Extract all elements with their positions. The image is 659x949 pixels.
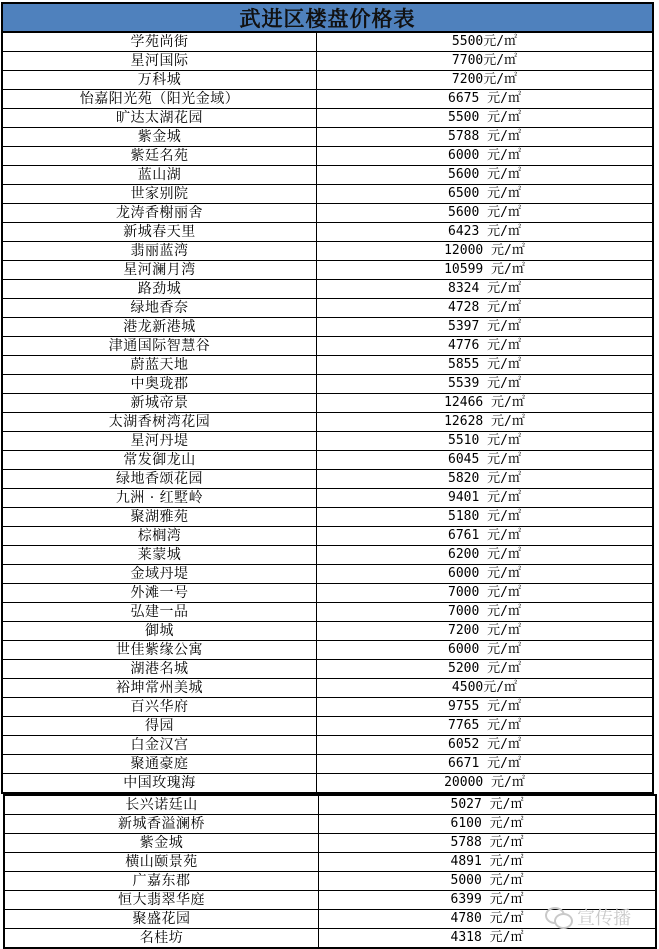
- property-price: 6500 元/㎡: [317, 185, 654, 204]
- property-price: 7765 元/㎡: [317, 717, 654, 736]
- property-price: 5788 元/㎡: [317, 128, 654, 147]
- property-name: 中奥珑郡: [2, 375, 317, 394]
- table-row: [2, 185, 653, 204]
- table-row: [2, 755, 653, 774]
- table-row: [2, 356, 653, 375]
- property-price: 10599 元/㎡: [317, 261, 654, 280]
- property-name: 横山颐景苑: [4, 853, 319, 872]
- property-price: 5820 元/㎡: [317, 470, 654, 489]
- table-row: [2, 318, 653, 337]
- table-row: [2, 128, 653, 147]
- property-price: 5180 元/㎡: [317, 508, 654, 527]
- property-name: 九洲 · 红墅岭: [2, 489, 317, 508]
- property-name: 御城: [2, 622, 317, 641]
- property-price: 6052 元/㎡: [317, 736, 654, 755]
- property-price: 6000 元/㎡: [317, 565, 654, 584]
- property-name: 白金汉宫: [2, 736, 317, 755]
- property-name: 新城香溢澜桥: [4, 815, 319, 834]
- property-name: 路劲城: [2, 280, 317, 299]
- property-name: 聚通豪庭: [2, 755, 317, 774]
- property-name: 广嘉东郡: [4, 872, 319, 891]
- property-price: 6675 元/㎡: [317, 90, 654, 109]
- property-price: 6000 元/㎡: [317, 641, 654, 660]
- property-price: 6399 元/㎡: [319, 891, 657, 910]
- property-price: 5500 元/㎡: [317, 109, 654, 128]
- price-table-top: [1, 2, 654, 794]
- property-price: 6045 元/㎡: [317, 451, 654, 470]
- table-row: [2, 242, 653, 261]
- property-name: 得园: [2, 717, 317, 736]
- property-name: 中国玫瑰海: [2, 774, 317, 794]
- table-row: [2, 736, 653, 755]
- table-row: [2, 204, 653, 223]
- property-name: 龙涛香榭丽舍: [2, 204, 317, 223]
- property-name: 翡丽蓝湾: [2, 242, 317, 261]
- table-row: [2, 546, 653, 565]
- table-row: [2, 71, 653, 90]
- property-price: 7700元/㎡: [317, 52, 654, 71]
- table-row: [2, 223, 653, 242]
- table-row: [2, 280, 653, 299]
- property-name: 常发御龙山: [2, 451, 317, 470]
- property-price: 12000 元/㎡: [317, 242, 654, 261]
- table-row: [4, 815, 656, 834]
- property-price: 4728 元/㎡: [317, 299, 654, 318]
- table-row: [2, 90, 653, 109]
- property-price: 5539 元/㎡: [317, 375, 654, 394]
- property-price: 6423 元/㎡: [317, 223, 654, 242]
- price-table-continued: [3, 794, 657, 949]
- property-name: 星河丹堤: [2, 432, 317, 451]
- property-name: 旷达太湖花园: [2, 109, 317, 128]
- table-row: [4, 795, 656, 815]
- property-name: 蓝山湖: [2, 166, 317, 185]
- property-name: 绿地香奈: [2, 299, 317, 318]
- property-name: 世佳紫缘公寓: [2, 641, 317, 660]
- property-name: 星河国际: [2, 52, 317, 71]
- table-row: [4, 872, 656, 891]
- table-row: [4, 929, 656, 949]
- table-row: [2, 33, 653, 52]
- property-name: 新城帝景: [2, 394, 317, 413]
- property-name: 弘建一品: [2, 603, 317, 622]
- table-row: [2, 527, 653, 546]
- property-price: 9401 元/㎡: [317, 489, 654, 508]
- table-row: [2, 717, 653, 736]
- property-price: 5600 元/㎡: [317, 166, 654, 185]
- property-price: 4780 元/㎡: [319, 910, 657, 929]
- property-price: 5000 元/㎡: [319, 872, 657, 891]
- table-row: [2, 337, 653, 356]
- property-price: 7000 元/㎡: [317, 603, 654, 622]
- property-name: 湖港名城: [2, 660, 317, 679]
- property-name: 怡嘉阳光苑（阳光金域）: [2, 90, 317, 109]
- table-row: [2, 109, 653, 128]
- property-price: 6000 元/㎡: [317, 147, 654, 166]
- price-table-bottom: [3, 794, 657, 949]
- property-name: 紫金城: [4, 834, 319, 853]
- property-name: 金域丹堤: [2, 565, 317, 584]
- property-price: 4500元/㎡: [317, 679, 654, 698]
- property-price: 6100 元/㎡: [319, 815, 657, 834]
- property-name: 名桂坊: [4, 929, 319, 949]
- property-price: 6671 元/㎡: [317, 755, 654, 774]
- table-row: [2, 584, 653, 603]
- property-price: 6761 元/㎡: [317, 527, 654, 546]
- table-row: [2, 394, 653, 413]
- table-row: [2, 375, 653, 394]
- table-row: [2, 451, 653, 470]
- property-name: 万科城: [2, 71, 317, 90]
- property-price: 4891 元/㎡: [319, 853, 657, 872]
- property-name: 港龙新港城: [2, 318, 317, 337]
- property-name: 聚湖雅苑: [2, 508, 317, 527]
- property-name: 恒大翡翠华庭: [4, 891, 319, 910]
- table-row: [2, 508, 653, 527]
- table-row: [2, 470, 653, 489]
- property-name: 长兴诺廷山: [4, 795, 319, 815]
- watermark-text: 宣传播: [577, 908, 631, 929]
- property-name: 津通国际智慧谷: [2, 337, 317, 356]
- table-title: 武进区楼盘价格表: [1, 2, 654, 32]
- table-row: [2, 679, 653, 698]
- property-name: 紫金城: [2, 128, 317, 147]
- property-name: 新城春天里: [2, 223, 317, 242]
- table-row: [2, 166, 653, 185]
- table-row: [2, 299, 653, 318]
- table-row: [4, 891, 656, 910]
- property-name: 蔚蓝天地: [2, 356, 317, 375]
- property-price: 5510 元/㎡: [317, 432, 654, 451]
- property-price: 5600 元/㎡: [317, 204, 654, 223]
- property-price: 4318 元/㎡: [319, 929, 657, 949]
- property-price: 5788 元/㎡: [319, 834, 657, 853]
- property-name: 紫廷名苑: [2, 147, 317, 166]
- property-name: 太湖香树湾花园: [2, 413, 317, 432]
- property-price: 5397 元/㎡: [317, 318, 654, 337]
- property-name: 外滩一号: [2, 584, 317, 603]
- table-row: [2, 261, 653, 280]
- property-name: 莱蒙城: [2, 546, 317, 565]
- property-price: 5855 元/㎡: [317, 356, 654, 375]
- table-row: [2, 774, 653, 794]
- table-row: [4, 853, 656, 872]
- property-price: 9755 元/㎡: [317, 698, 654, 717]
- table-row: [2, 565, 653, 584]
- table-row: [2, 641, 653, 660]
- property-name: 聚盛花园: [4, 910, 319, 929]
- table-row: [2, 432, 653, 451]
- property-price: 5500元/㎡: [317, 33, 654, 52]
- table-row: [2, 489, 653, 508]
- property-price: 20000 元/㎡: [317, 774, 654, 794]
- table-row: [2, 147, 653, 166]
- table-row: [2, 660, 653, 679]
- table-row: [4, 910, 656, 929]
- property-price: 6200 元/㎡: [317, 546, 654, 565]
- property-name: 棕榈湾: [2, 527, 317, 546]
- table-row: [2, 622, 653, 641]
- property-name: 裕坤常州美城: [2, 679, 317, 698]
- property-price: 7200 元/㎡: [317, 622, 654, 641]
- property-price: 4776 元/㎡: [317, 337, 654, 356]
- property-price: 7000 元/㎡: [317, 584, 654, 603]
- price-table: [1, 32, 654, 794]
- property-name: 学苑尚街: [2, 33, 317, 52]
- property-name: 绿地香颂花园: [2, 470, 317, 489]
- property-name: 百兴华府: [2, 698, 317, 717]
- property-price: 7200元/㎡: [317, 71, 654, 90]
- property-price: 12628 元/㎡: [317, 413, 654, 432]
- property-name: 星河澜月湾: [2, 261, 317, 280]
- property-price: 5200 元/㎡: [317, 660, 654, 679]
- table-row: [2, 52, 653, 71]
- property-name: 世家别院: [2, 185, 317, 204]
- property-price: 8324 元/㎡: [317, 280, 654, 299]
- property-price: 12466 元/㎡: [317, 394, 654, 413]
- property-price: 5027 元/㎡: [319, 795, 657, 815]
- table-row: [2, 413, 653, 432]
- table-row: [2, 603, 653, 622]
- table-row: [2, 698, 653, 717]
- table-row: [4, 834, 656, 853]
